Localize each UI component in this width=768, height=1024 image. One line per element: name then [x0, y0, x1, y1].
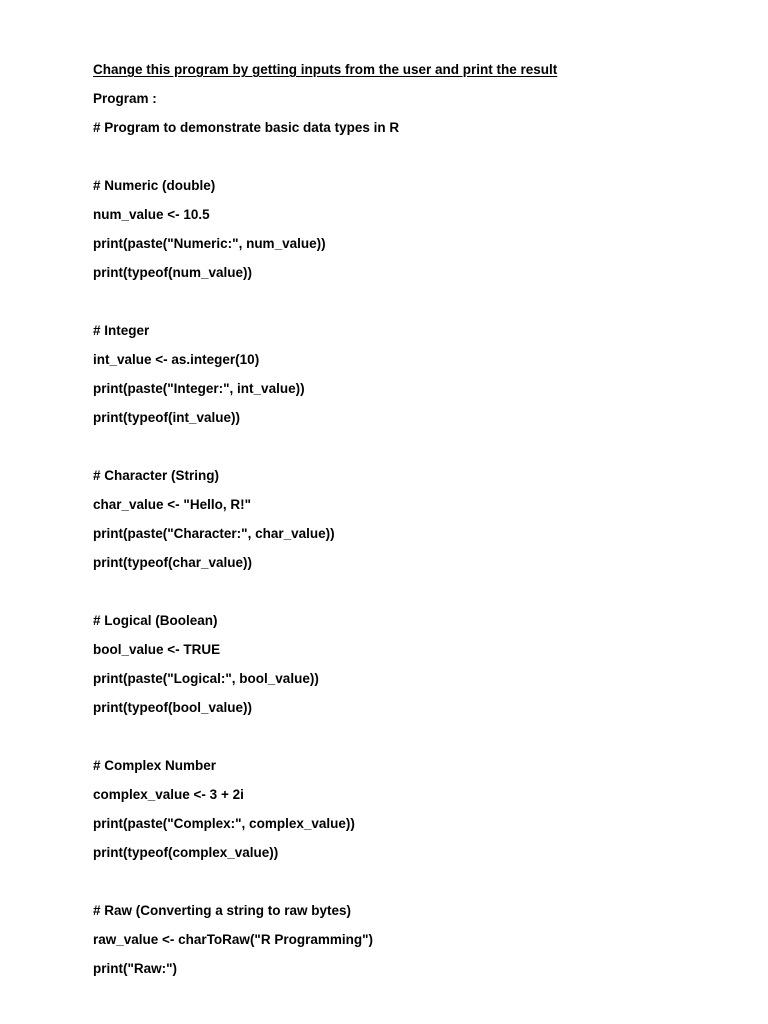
comment-line: # Numeric (double): [93, 178, 216, 193]
program-label: Program :: [93, 91, 157, 106]
code-line: print(paste("Integer:", int_value)): [93, 381, 305, 396]
code-line: print(typeof(complex_value)): [93, 845, 279, 860]
code-line: print(paste("Logical:", bool_value)): [93, 671, 319, 686]
code-line: print(typeof(char_value)): [93, 555, 253, 570]
comment-line: # Character (String): [93, 468, 220, 483]
code-line: print(paste("Complex:", complex_value)): [93, 816, 355, 831]
code-line: print(typeof(int_value)): [93, 410, 240, 425]
code-line: print(paste("Numeric:", num_value)): [93, 236, 326, 251]
comment-line: # Integer: [93, 323, 150, 338]
comment-line: # Program to demonstrate basic data types in R: [93, 120, 400, 135]
comment-line: # Raw (Converting a string to raw bytes): [93, 903, 352, 918]
code-line: char_value <- "Hello, R!": [93, 497, 251, 512]
code-line: print(paste("Character:", char_value)): [93, 526, 335, 541]
code-line: int_value <- as.integer(10): [93, 352, 260, 367]
code-line: num_value <- 10.5: [93, 207, 210, 222]
comment-line: # Logical (Boolean): [93, 613, 218, 628]
code-line: print(typeof(bool_value)): [93, 700, 252, 715]
code-line: print(typeof(num_value)): [93, 265, 253, 280]
code-line: bool_value <- TRUE: [93, 642, 221, 657]
document-heading: Change this program by getting inputs from the user and print the result: [93, 62, 558, 77]
code-line: raw_value <- charToRaw("R Programming"): [93, 932, 373, 947]
comment-line: # Complex Number: [93, 758, 217, 773]
code-line: complex_value <- 3 + 2i: [93, 787, 244, 802]
code-line: print("Raw:"): [93, 961, 178, 976]
